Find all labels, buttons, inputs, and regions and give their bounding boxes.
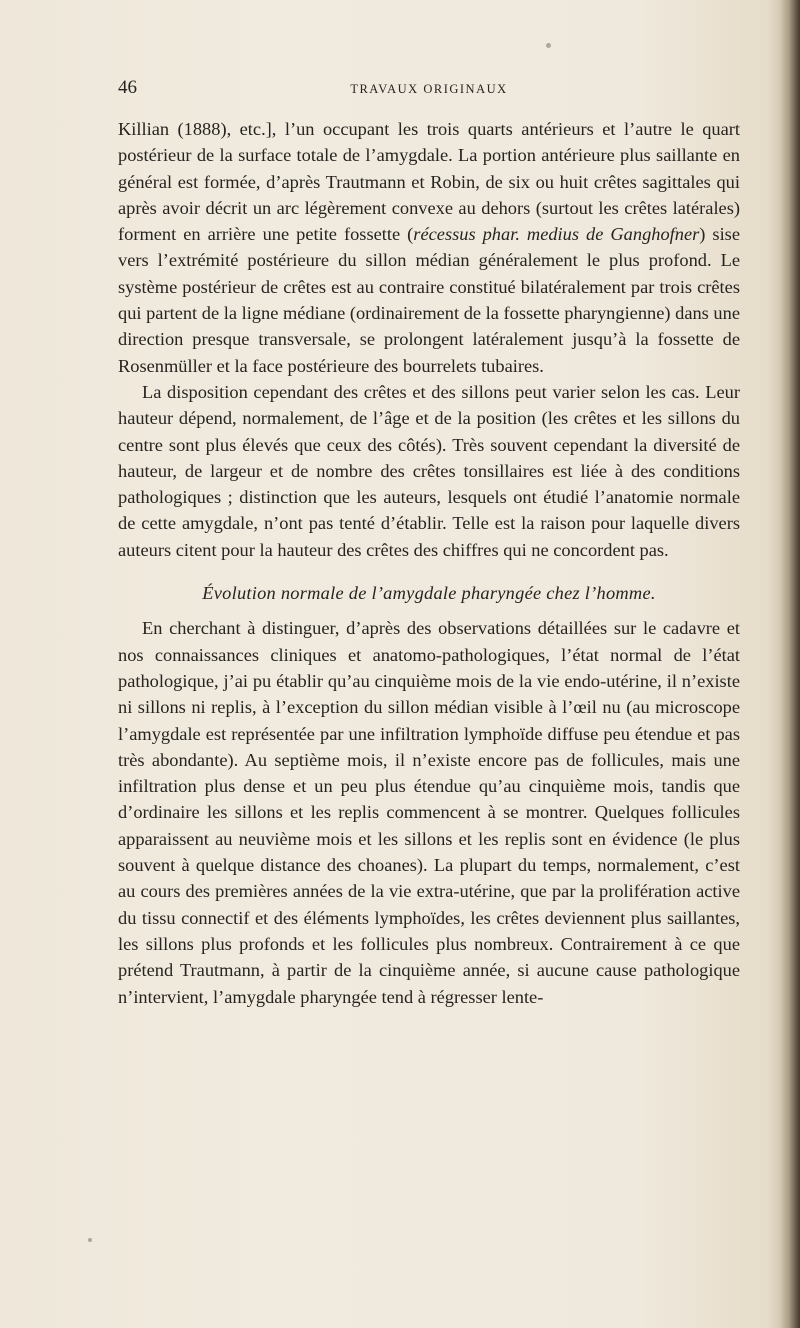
section-heading: Évolution normale de l’amygdale pharyngée chez l’homme. xyxy=(202,583,656,604)
ink-speck xyxy=(546,43,551,48)
page-number: 46 xyxy=(118,77,137,98)
page-binding-shadow xyxy=(780,0,800,1328)
paragraph-text: ) sise vers l’extrémité postérieure du sillon médian généralement le plus profond. Le système postérieur de crêtes est au contraire constitué bilatéralement par trois crêtes qui partent de la ligne médiane (ordinairement de la fossette pharyngienne) dans une direction presque transversale, se prolongent latéralement jusqu’à la fossette de Rosenmüller et la face postérieure des bourrelets tubaires. xyxy=(118,224,740,376)
italic-reference: récessus phar. medius de Ganghofner xyxy=(413,224,700,245)
paragraph-text: En cherchant à distinguer, d’après des observations détaillées sur le cadavre et nos connaissances cliniques et anatomo-pathologiques, l’état normal de l’état pathologique, j’ai pu établir qu’au cinquième mois de la vie endo-utérine, il n’existe ni sillons ni replis, à l’exception du sillon médian visible à l’œil nu (au microscope l’amygdale est représentée par une infiltration lymphoïde diffuse peu étendue et pas très abondante). Au septième mois, il n’existe encore pas de follicules, mais une infiltration plus dense et un peu plus étendue qu’au cinquième mois, tandis que d’ordinaire les sillons et les replis commencent à se montrer. Quelques follicules apparaissent au neuvième mois et les sillons et les replis sont en évidence (le plus souvent à quelque distance des choanes). La plupart du temps, normalement, c’est au cours des premières années de la vie extra-utérine, que par la prolifération active du tissu connectif et des éléments lymphoïdes, les crêtes deviennent plus saillantes, les sillons plus profonds et les follicules plus nombreux. Contrairement à ce que prétend Trautmann, à partir de la cinquième année, si aucune cause pathologique n’intervient, l’amygdale pharyngée tend à régresser lente- xyxy=(118,618,740,1007)
paragraph-continuation xyxy=(118,116,740,379)
paragraph-text: La disposition cependant des crêtes et des sillons peut varier selon les cas. Leur hauteur dépend, normalement, de l’âge et de la position (les crêtes et les sillons du centre sont plus élevés que ceux des côtés). Très souvent cependant la diversité de hauteur, de largeur et de nombre des crêtes tonsillaires est liée à des conditions pathologiques ; distinction que les auteurs, lesquels ont étudié l’anatomie normale de cette amygdale, n’ont pas tenté d’établir. Telle est la raison pour laquelle divers auteurs citent pour la hauteur des crêtes des chiffres qui ne concordent pas. xyxy=(118,381,740,560)
paragraph xyxy=(118,615,740,1009)
paragraph xyxy=(118,379,740,563)
running-header xyxy=(118,76,740,102)
body-text xyxy=(118,116,740,1010)
running-title: TRAVAUX ORIGINAUX xyxy=(350,82,508,96)
paragraph-text: Killian (1888), etc.], l’un occupant les trois quarts antérieurs et l’autre le quart postérieur de la surface totale de l’amygdale. La portion antérieure plus saillante en général est formée, d’après Trautmann et Robin, de six ou huit crêtes sagittales qui après avoir décrit un arc légèrement convexe au dehors (surtout les crêtes latérales) forment en arrière une petite fossette ( xyxy=(118,119,740,245)
ink-speck xyxy=(88,1238,92,1242)
